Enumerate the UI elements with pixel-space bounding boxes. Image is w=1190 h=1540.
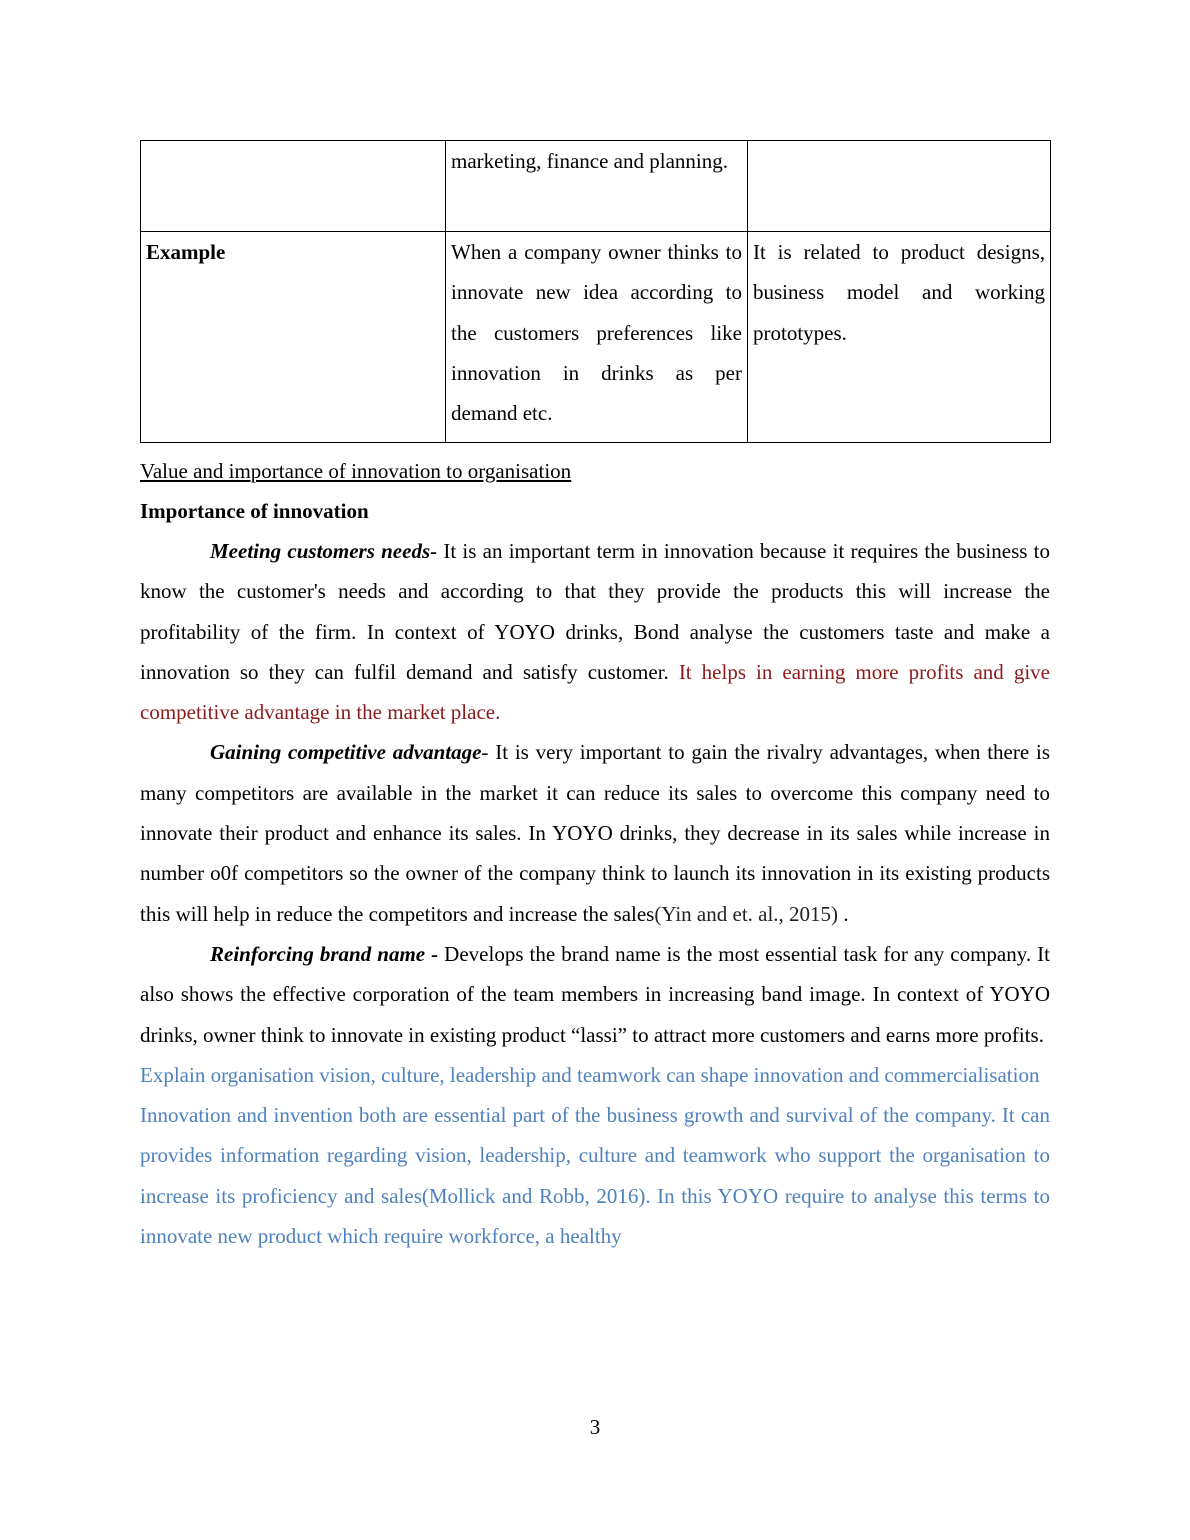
- citation: (Yin and et. al., 2015): [654, 901, 839, 926]
- table-row: [141, 232, 1051, 443]
- table-cell: [748, 141, 1051, 232]
- table-row-label: Example: [141, 232, 446, 443]
- paragraph-brand-name: [140, 934, 1050, 1055]
- page-number: 3: [589, 1415, 601, 1439]
- paragraph-term: Gaining competitive advantage: [210, 740, 482, 765]
- table-row: [141, 141, 1051, 232]
- paragraph-term: Meeting customers needs-: [210, 539, 438, 563]
- blue-heading: Explain organisation vision, culture, leadership and teamwork can shape innovation and commercialisation: [140, 1062, 1040, 1087]
- paragraph-term: Reinforcing brand name -: [210, 941, 439, 966]
- table-cell: When a company owner thinks to innovate new idea according to the customers preferences like innovation in drinks as per demand etc.: [446, 232, 748, 443]
- blue-paragraph: Innovation and invention both are essential part of the business growth and survival of the company. It can provides information regarding vision, leadership, culture and teamwork who support the organisation to increase its proficiency and sales(Mollick and Robb, 2016). In this YOYO require to analyse this terms to innovate new product which require workforce, a healthy: [140, 1103, 1050, 1249]
- paragraph-end: .: [838, 901, 849, 926]
- comparison-table: [140, 140, 1051, 443]
- paragraph-text: Develops the brand name is the most essential task for any company. It also shows the effective corporation of the team members in increasing band image. In context of YOYO drinks, owner think to innovate in existing product “lassi” to attract more customers and earns more profits.: [140, 941, 1050, 1047]
- paragraph-text: It is an important term in innovation because it requires the business to know the customer's needs and according to that they provide the products this will increase the profitability of the firm. In context of YOYO drinks, Bond analyse the customers taste and make a innovation so they can fulfil demand and satisfy customer.: [140, 539, 1051, 684]
- document-page: [140, 140, 1050, 1256]
- table-cell: [141, 141, 446, 232]
- table-cell: marketing, finance and planning.: [446, 141, 748, 232]
- subheading: Importance of innovation: [140, 499, 369, 523]
- highlighted-text: It helps in earning more profits and give competitive advantage in the market place.: [140, 659, 1050, 725]
- paragraph-meeting-customers-needs: [140, 531, 1050, 732]
- table-cell: It is related to product designs, business model and working prototypes.: [748, 232, 1051, 443]
- section-heading: Value and importance of innovation to organisation: [140, 459, 572, 483]
- paragraph-text: - It is very important to gain the rivalry advantages, when there is many competitors are available in the market it can reduce its sales to overcome this company need to innovate their product and enhance its sales. In YOYO drinks, they decrease in its sales while increase in number o0f competitors so the owner of the company think to launch its innovation in its existing products this will help in reduce the competitors and increase the sales: [140, 740, 1050, 926]
- paragraph-competitive-advantage: [140, 732, 1050, 933]
